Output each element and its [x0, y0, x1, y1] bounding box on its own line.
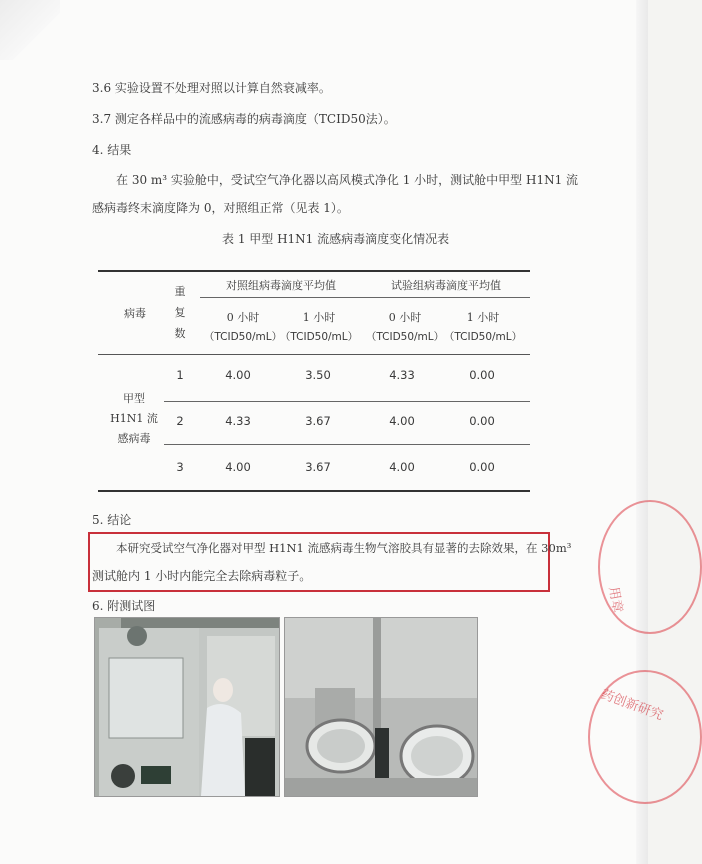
group-test-header: 试验组病毒滴度平均值 — [391, 279, 501, 292]
results-line-1: 在 30 m³ 实验舱中，受试空气净化器以高风模式净化 1 小时，测试舱中甲型 H1N1 流 — [116, 173, 579, 187]
col-virus-header: 病毒 — [124, 307, 146, 320]
control-t1-header: 1 小时 — [302, 311, 336, 324]
section-3-6: 3.6 实验设置不处理对照以计算自然衰减率。 — [92, 81, 331, 95]
test-t0-header: 0 小时 — [388, 311, 422, 324]
red-stamp-top — [598, 500, 702, 634]
results-line-2: 感病毒终末滴度降为 0，对照组正常（见表 1）。 — [92, 201, 349, 215]
row-2-control-t0: 4.33 — [225, 414, 251, 428]
test-t0-unit: （TCID50/mL） — [365, 331, 445, 343]
row-2-control-t1: 3.67 — [305, 414, 331, 428]
col-repeat-2: 复 — [174, 306, 186, 319]
row-3-repeat: 3 — [176, 460, 184, 474]
row-1-control-t1: 3.50 — [305, 368, 331, 382]
control-t1-unit: （TCID50/mL） — [279, 331, 359, 343]
virus-name-3: 感病毒 — [117, 432, 151, 445]
row-2-test-t0: 4.00 — [389, 414, 415, 428]
table-bottom-rule — [98, 490, 530, 492]
col-repeat-1: 重 — [174, 285, 186, 298]
table-header-rule — [98, 354, 530, 355]
stamp-text-bottom: 药创新研究 — [598, 687, 665, 724]
test-t1-unit: （TCID50/mL） — [443, 331, 523, 343]
table-title: 表 1 甲型 H1N1 流感病毒滴度变化情况表 — [222, 232, 450, 246]
row-1-test-t0: 4.33 — [389, 368, 415, 382]
stamp-text-top: 用章 — [605, 585, 625, 614]
control-t0-header: 0 小时 — [226, 311, 260, 324]
chamber-interior-illustration — [285, 618, 477, 796]
row-2-repeat: 2 — [176, 414, 184, 428]
chamber-door-illustration — [95, 618, 279, 796]
row-1-repeat: 1 — [176, 368, 184, 382]
row-2-test-t1: 0.00 — [469, 414, 495, 428]
test-photo-chamber-door — [94, 617, 280, 797]
group-control-header: 对照组病毒滴度平均值 — [226, 279, 336, 292]
virus-name-2: H1N1 流 — [110, 412, 158, 425]
section-4-title: 4. 结果 — [92, 143, 132, 157]
row-1-control-t0: 4.00 — [225, 368, 251, 382]
table-top-rule — [98, 270, 530, 272]
section-5-title: 5. 结论 — [92, 513, 132, 527]
control-t0-unit: （TCID50/mL） — [203, 331, 283, 343]
section-6-title: 6. 附测试图 — [92, 599, 156, 613]
test-t1-header: 1 小时 — [466, 311, 500, 324]
col-repeat-3: 数 — [174, 327, 186, 340]
row-3-control-t0: 4.00 — [225, 460, 251, 474]
section-3-7: 3.7 测定各样品中的流感病毒的病毒滴度（TCID50法）。 — [92, 112, 396, 126]
row-1-test-t1: 0.00 — [469, 368, 495, 382]
table-row-rule-2 — [164, 444, 530, 445]
conclusion-line-1: 本研究受试空气净化器对甲型 H1N1 流感病毒生物气溶胶具有显著的去除效果，在 30m³ — [116, 541, 572, 555]
table-row-rule-1 — [164, 401, 530, 402]
table-group-rule — [200, 297, 530, 298]
row-3-test-t1: 0.00 — [469, 460, 495, 474]
row-3-test-t0: 4.00 — [389, 460, 415, 474]
row-3-control-t1: 3.67 — [305, 460, 331, 474]
conclusion-line-2: 测试舱内 1 小时内能完全去除病毒粒子。 — [92, 569, 312, 583]
virus-name-1: 甲型 — [123, 392, 145, 405]
test-photo-chamber-interior — [284, 617, 478, 797]
page-fold-shadow — [0, 0, 60, 60]
